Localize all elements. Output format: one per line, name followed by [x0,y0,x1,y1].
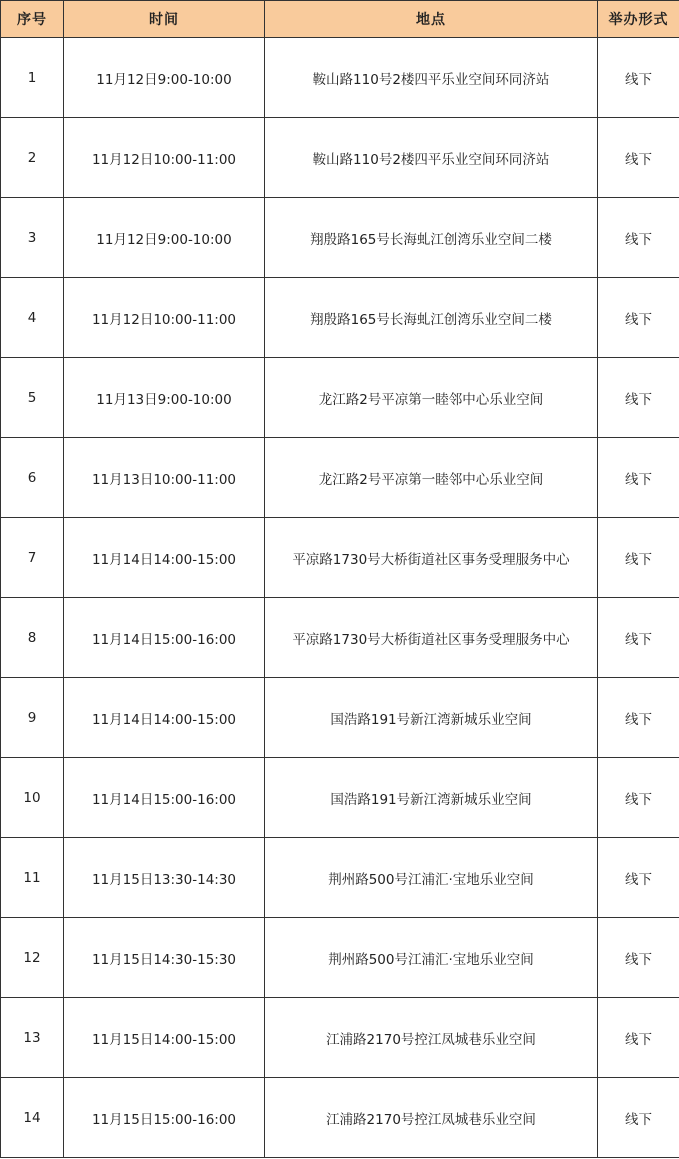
cell-no: 13 [1,998,64,1078]
cell-no: 6 [1,438,64,518]
table-row [1,518,679,598]
cell-place: 国浩路191号新江湾新城乐业空间 [265,678,598,758]
cell-time: 11月15日14:00-15:00 [64,998,265,1078]
cell-no: 3 [1,198,64,278]
cell-time: 11月12日10:00-11:00 [64,278,265,358]
cell-mode: 线下 [598,758,679,838]
cell-time: 11月15日14:30-15:30 [64,918,265,998]
cell-time: 11月12日10:00-11:00 [64,118,265,198]
cell-place: 龙江路2号平凉第一睦邻中心乐业空间 [265,438,598,518]
table-row [1,438,679,518]
cell-mode: 线下 [598,918,679,998]
table-row [1,38,679,118]
cell-place: 平凉路1730号大桥街道社区事务受理服务中心 [265,598,598,678]
cell-place: 荆州路500号江浦汇·宝地乐业空间 [265,918,598,998]
table-row [1,998,679,1078]
cell-mode: 线下 [598,38,679,118]
cell-time: 11月15日13:30-14:30 [64,838,265,918]
cell-time: 11月14日14:00-15:00 [64,518,265,598]
cell-place: 龙江路2号平凉第一睦邻中心乐业空间 [265,358,598,438]
table-row [1,278,679,358]
cell-no: 10 [1,758,64,838]
cell-no: 5 [1,358,64,438]
cell-time: 11月14日15:00-16:00 [64,598,265,678]
header-row [1,1,679,38]
cell-place: 江浦路2170号控江凤城巷乐业空间 [265,1078,598,1158]
cell-no: 7 [1,518,64,598]
cell-mode: 线下 [598,118,679,198]
table-row [1,758,679,838]
header-mode: 举办形式 [598,1,679,38]
cell-no: 11 [1,838,64,918]
cell-no: 9 [1,678,64,758]
cell-no: 2 [1,118,64,198]
cell-time: 11月13日10:00-11:00 [64,438,265,518]
table-row [1,118,679,198]
cell-place: 翔殷路165号长海虬江创湾乐业空间二楼 [265,198,598,278]
cell-place: 荆州路500号江浦汇·宝地乐业空间 [265,838,598,918]
cell-place: 鞍山路110号2楼四平乐业空间环同济站 [265,118,598,198]
table-row [1,598,679,678]
cell-mode: 线下 [598,838,679,918]
table-row [1,838,679,918]
cell-time: 11月15日15:00-16:00 [64,1078,265,1158]
table-row [1,918,679,998]
cell-mode: 线下 [598,678,679,758]
cell-no: 4 [1,278,64,358]
cell-place: 翔殷路165号长海虬江创湾乐业空间二楼 [265,278,598,358]
cell-place: 鞍山路110号2楼四平乐业空间环同济站 [265,38,598,118]
cell-place: 国浩路191号新江湾新城乐业空间 [265,758,598,838]
cell-mode: 线下 [598,598,679,678]
cell-no: 8 [1,598,64,678]
cell-mode: 线下 [598,1078,679,1158]
cell-mode: 线下 [598,998,679,1078]
table-row [1,678,679,758]
header-time: 时间 [64,1,265,38]
cell-no: 1 [1,38,64,118]
cell-place: 平凉路1730号大桥街道社区事务受理服务中心 [265,518,598,598]
cell-time: 11月14日15:00-16:00 [64,758,265,838]
cell-time: 11月14日14:00-15:00 [64,678,265,758]
cell-mode: 线下 [598,518,679,598]
cell-no: 14 [1,1078,64,1158]
cell-mode: 线下 [598,438,679,518]
cell-no: 12 [1,918,64,998]
header-place: 地点 [265,1,598,38]
table-row [1,1078,679,1158]
cell-place: 江浦路2170号控江凤城巷乐业空间 [265,998,598,1078]
cell-mode: 线下 [598,278,679,358]
cell-mode: 线下 [598,198,679,278]
table-row [1,198,679,278]
cell-mode: 线下 [598,358,679,438]
table-row [1,358,679,438]
cell-time: 11月13日9:00-10:00 [64,358,265,438]
cell-time: 11月12日9:00-10:00 [64,38,265,118]
header-no: 序号 [1,1,64,38]
cell-time: 11月12日9:00-10:00 [64,198,265,278]
